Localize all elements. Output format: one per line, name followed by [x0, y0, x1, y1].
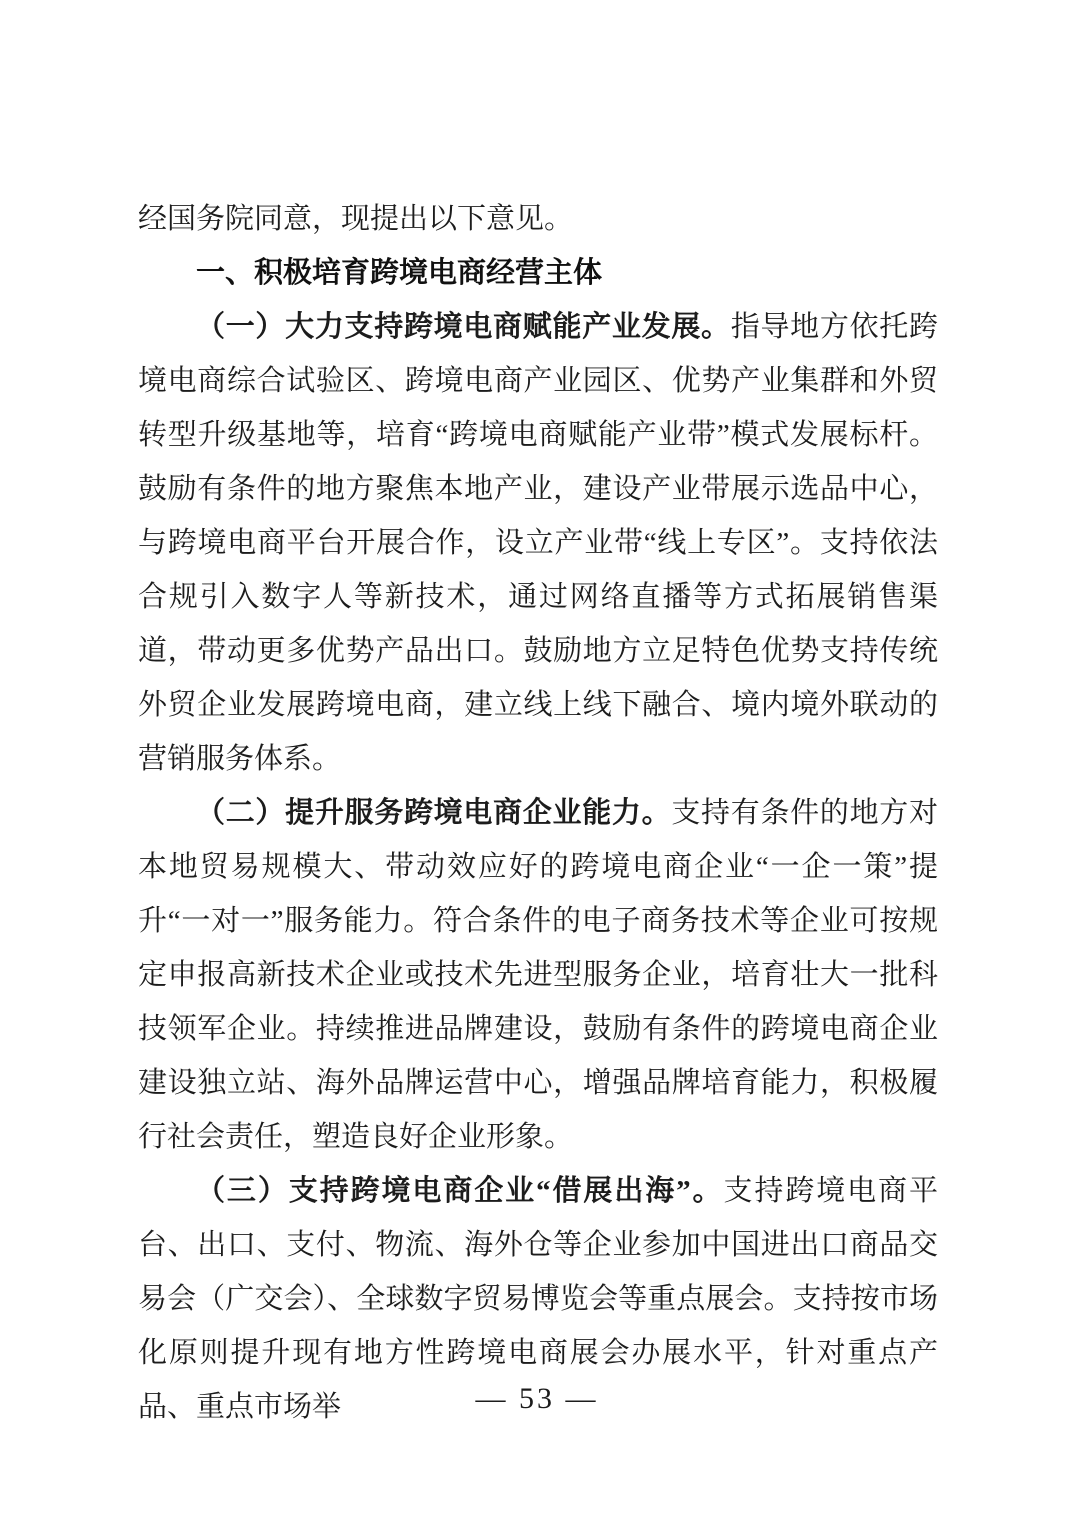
- paragraph-lead: （三）支持跨境电商企业“借展出海”。: [196, 1175, 724, 1207]
- section-heading: 一、积极培育跨境电商经营主体: [196, 257, 603, 289]
- intro-paragraph: 经国务院同意，现提出以下意见。: [138, 203, 574, 235]
- paragraph-item-2: [138, 786, 938, 1164]
- paragraph-body: 支持有条件的地方对本地贸易规模大、带动效应好的跨境电商企业“一企一策”提升“一对一”服务能力。符合条件的电子商务技术等企业可按规定申报高新技术企业或技术先进型服务企业，培育壮大一批科技领军企业。持续推进品牌建设，鼓励有条件的跨境电商企业建设独立站、海外品牌运营中心，增强品牌培育能力，积极履行社会责任，塑造良好企业形象。: [138, 797, 938, 1153]
- page-number: — 53 —: [475, 1382, 599, 1415]
- paragraph-lead: （二）提升服务跨境电商企业能力。: [196, 797, 672, 829]
- paragraph-lead: （一）大力支持跨境电商赋能产业发展。: [196, 311, 731, 343]
- document-body: [138, 192, 938, 1434]
- paragraph-item-1: [138, 300, 938, 786]
- paragraph-body: 指导地方依托跨境电商综合试验区、跨境电商产业园区、优势产业集群和外贸转型升级基地等，培育“跨境电商赋能产业带”模式发展标杆。鼓励有条件的地方聚焦本地产业，建设产业带展示选品中心，与跨境电商平台开展合作，设立产业带“线上专区”。支持依法合规引入数字人等新技术，通过网络直播等方式拓展销售渠道，带动更多优势产品出口。鼓励地方立足特色优势支持传统外贸企业发展跨境电商，建立线上线下融合、境内境外联动的营销服务体系。: [138, 311, 938, 775]
- paragraph-body: 支持跨境电商平台、出口、支付、物流、海外仓等企业参加中国进出口商品交易会（广交会）、全球数字贸易博览会等重点展会。支持按市场化原则提升现有地方性跨境电商展会办展水平，针对重点产品、重点市场举: [138, 1175, 938, 1423]
